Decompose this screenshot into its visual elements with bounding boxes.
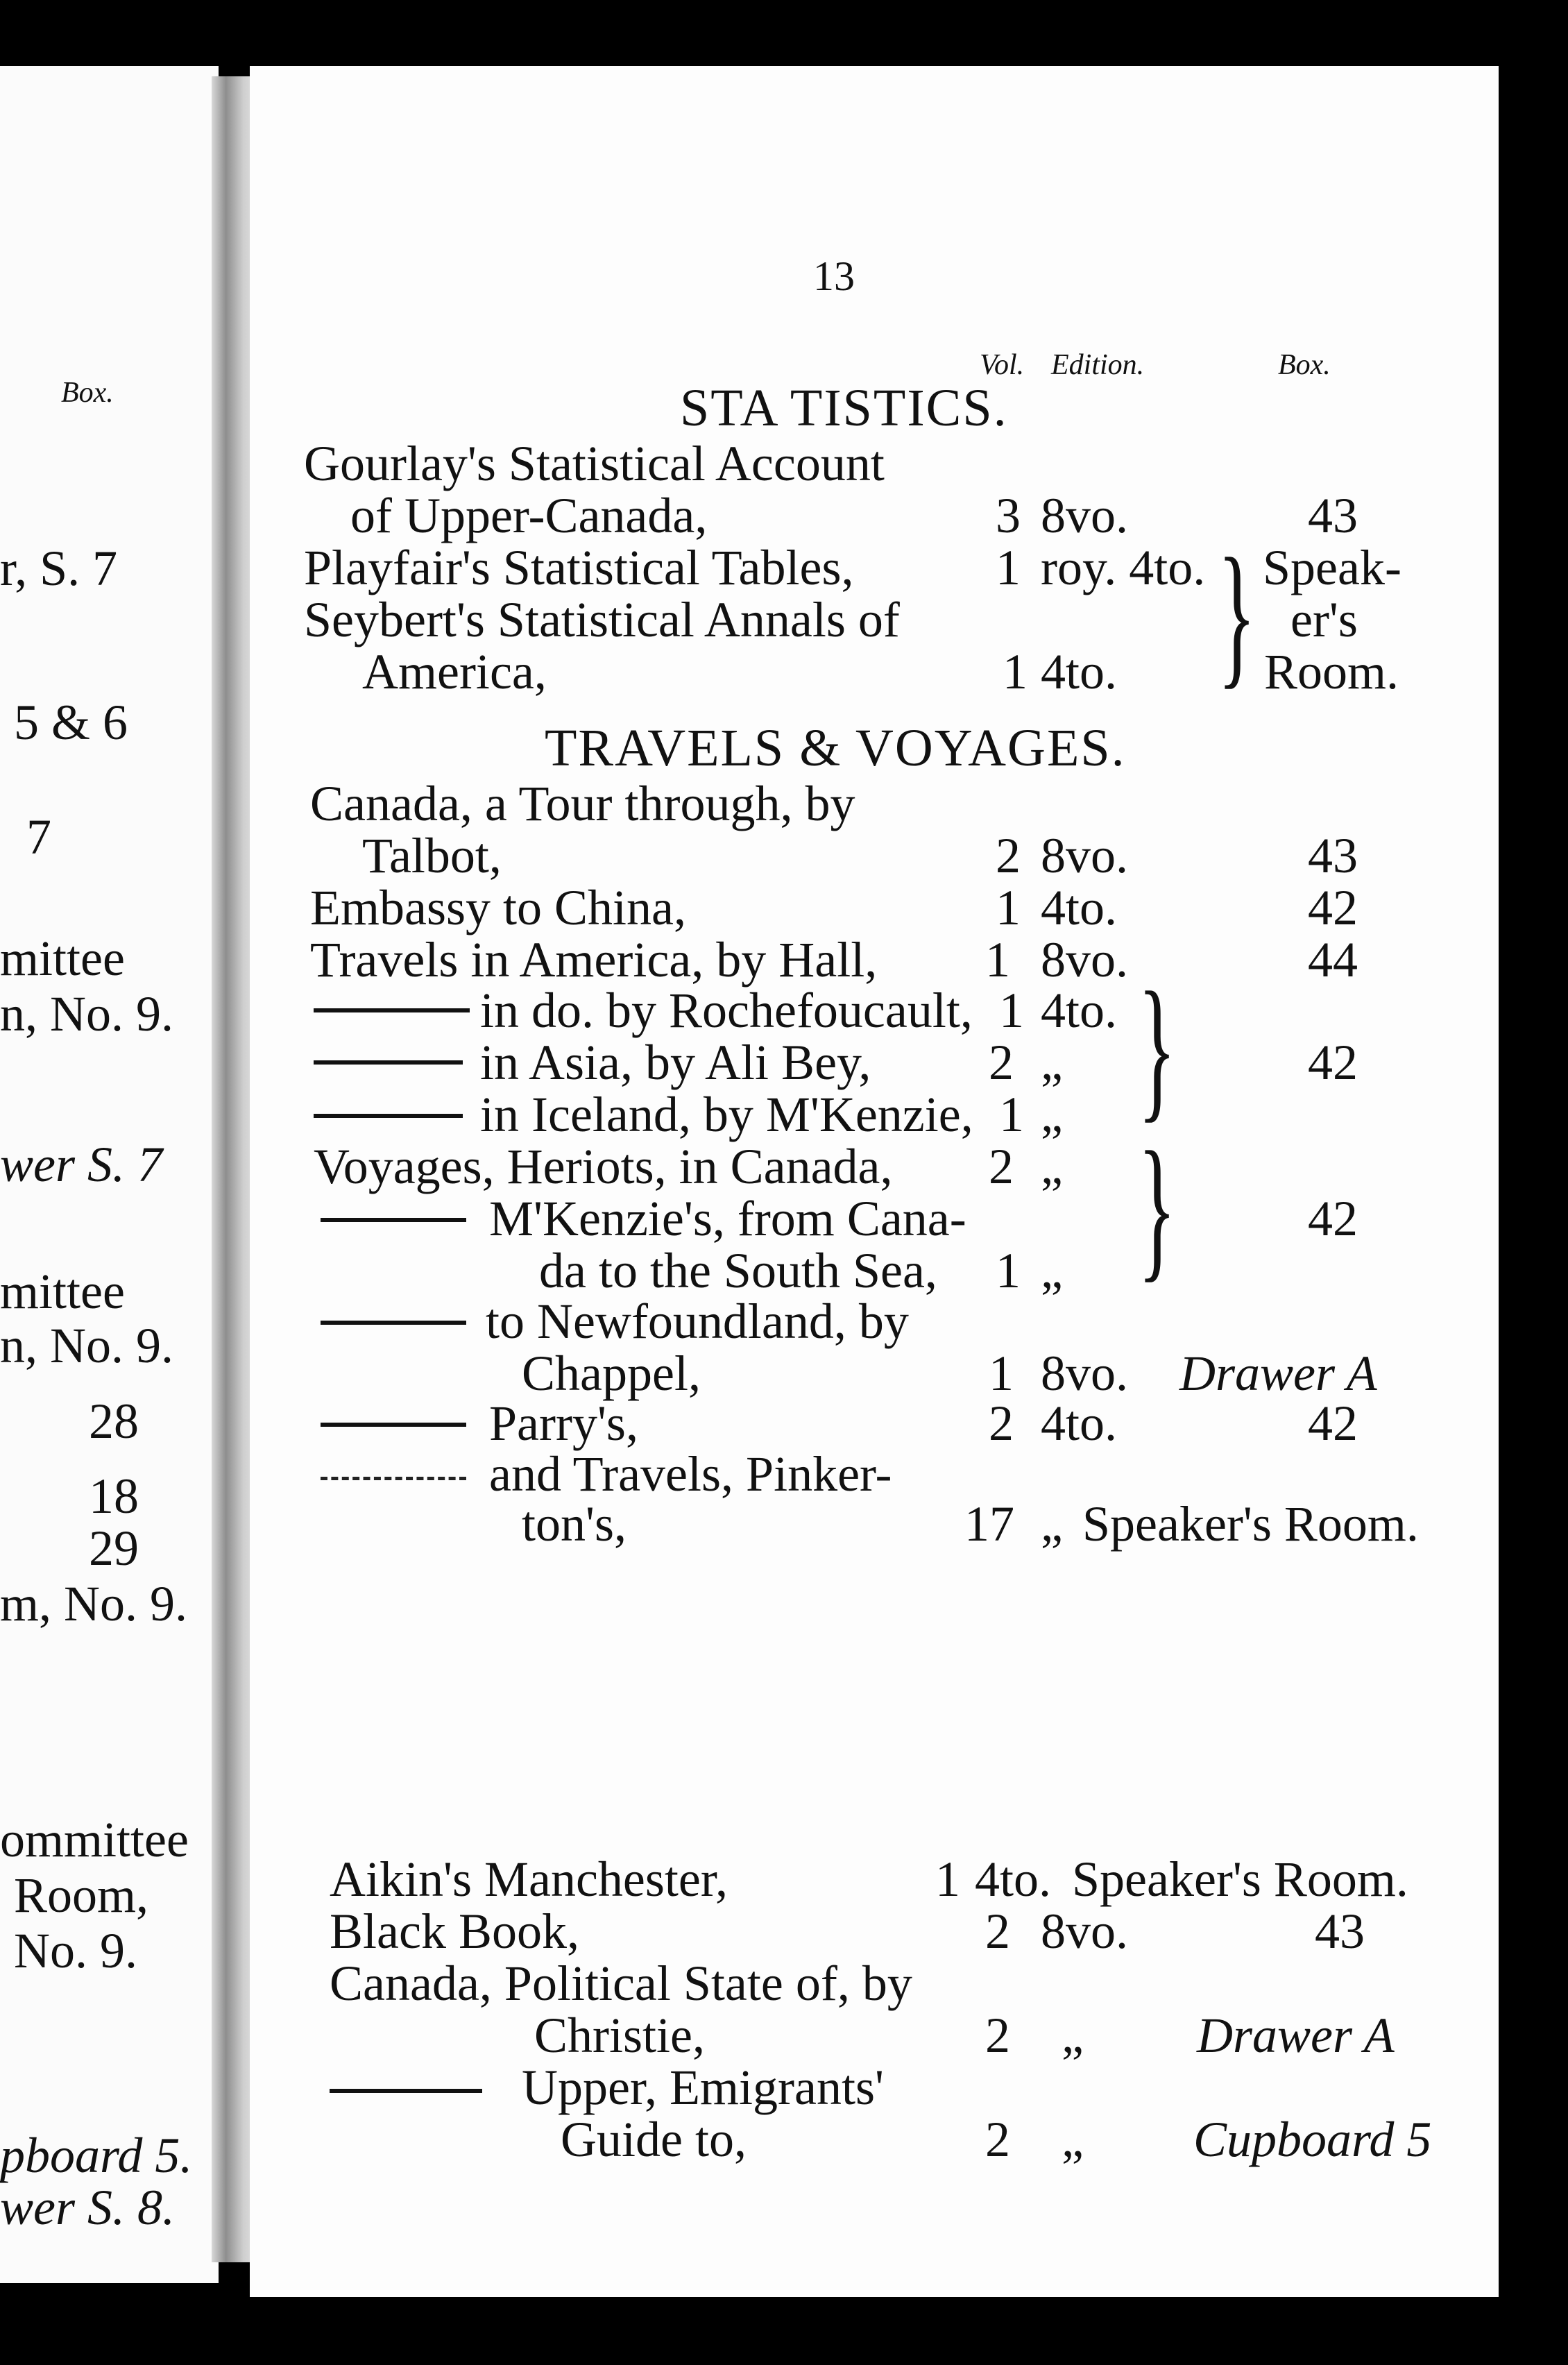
left-fragment: mittee <box>0 1264 125 1319</box>
entry-edition: 8vo. <box>1041 1346 1128 1401</box>
entry-title: Playfair's Statistical Tables, <box>304 540 854 595</box>
ditto-dash <box>321 1321 466 1325</box>
column-header-vol: Vol. <box>980 349 1025 381</box>
entry-edition: 4to. <box>975 1851 1052 1907</box>
left-fragment: wer S. 7 <box>0 1137 162 1192</box>
entry-vol: 1 <box>999 1087 1024 1142</box>
entry-vol: 1 <box>996 1243 1021 1298</box>
entry-title: in Asia, by Ali Bey, <box>480 1035 871 1090</box>
brace: } <box>1218 525 1256 702</box>
entry-vol: 2 <box>989 1035 1014 1090</box>
entry-vol: 3 <box>996 488 1021 543</box>
entry-title: Parry's, <box>489 1396 638 1451</box>
entry-title: Chappel, <box>522 1346 701 1401</box>
entry-title: Christie, <box>534 2008 705 2063</box>
left-fragment: No. 9. <box>14 1923 137 1978</box>
left-fragment: 7 <box>26 809 51 865</box>
entry-title: Voyages, Heriots, in Canada, <box>314 1139 893 1194</box>
entry-edition: „ <box>1041 1087 1063 1142</box>
entry-edition: 8vo. <box>1041 828 1128 883</box>
entry-box: 43 <box>1308 828 1358 883</box>
entry-vol: 1 <box>996 540 1021 595</box>
entry-box: 42 <box>1308 880 1358 935</box>
left-fragment: wer S. 8. <box>0 2180 175 2235</box>
entry-vol: 1 <box>1003 644 1028 700</box>
entry-edition: 4to. <box>1041 983 1118 1038</box>
page-number: 13 <box>813 253 855 299</box>
ditto-dash <box>321 1423 466 1427</box>
entry-title: Aikin's Manchester, <box>330 1851 728 1907</box>
entry-vol: 2 <box>989 1396 1014 1451</box>
left-fragment: r, S. 7 <box>0 541 118 596</box>
entry-vol: 17 <box>964 1496 1014 1552</box>
entry-title: Canada, Political State of, by <box>330 1956 912 2011</box>
entry-edition: „ <box>1041 1496 1063 1552</box>
entry-vol: 1 <box>996 880 1021 935</box>
entry-vol: 1 <box>985 932 1010 987</box>
left-fragment: 18 <box>89 1468 139 1524</box>
ditto-dash <box>321 1218 466 1222</box>
entry-title: Travels in America, by Hall, <box>310 932 878 987</box>
entry-title: of Upper-Canada, <box>350 488 708 543</box>
section-heading-travels: TRAVELS & VOYAGES. <box>545 719 1126 777</box>
brace: } <box>1138 1119 1177 1296</box>
entry-title: da to the South Sea, <box>539 1243 937 1298</box>
ditto-dash <box>314 1060 463 1065</box>
entry-title: in do. by Rochefoucault, <box>480 983 973 1038</box>
entry-box: 42 <box>1308 1191 1358 1246</box>
entry-box: 42 <box>1308 1396 1358 1451</box>
entry-edition: „ <box>1041 1139 1063 1194</box>
entry-edition: „ <box>1062 2112 1084 2167</box>
left-fragment: 28 <box>89 1393 139 1449</box>
entry-title: Seybert's Statistical Annals of <box>304 592 900 647</box>
entry-title: M'Kenzie's, from Cana- <box>489 1191 966 1246</box>
entry-title: Embassy to China, <box>310 880 686 935</box>
entry-title: and Travels, Pinker- <box>489 1446 892 1502</box>
left-fragment: m, No. 9. <box>0 1576 187 1631</box>
entry-title: ton's, <box>522 1496 627 1552</box>
ditto-dash <box>314 1114 463 1118</box>
entry-box: Room. <box>1264 644 1399 700</box>
brace: } <box>1138 959 1177 1136</box>
entry-box: Speak- <box>1263 540 1401 595</box>
entry-edition: 4to. <box>1041 880 1118 935</box>
entry-edition: 4to. <box>1041 644 1118 700</box>
entry-title: in Iceland, by M'Kenzie, <box>480 1087 973 1142</box>
left-fragment: Room, <box>14 1867 149 1923</box>
entry-title: Black Book, <box>330 1904 579 1959</box>
left-fragment: n, No. 9. <box>0 1318 173 1373</box>
entry-edition: 8vo. <box>1041 1904 1128 1959</box>
entry-edition: 8vo. <box>1041 488 1128 543</box>
section-heading-statistics: STA TISTICS. <box>680 379 1008 437</box>
entry-vol: 2 <box>996 828 1021 883</box>
column-header-edition: Edition. <box>1051 349 1145 381</box>
entry-vol: 2 <box>989 1139 1014 1194</box>
column-header-box: Box. <box>1278 349 1331 381</box>
entry-edition: „ <box>1062 2008 1084 2063</box>
entry-title: America, <box>362 644 547 700</box>
entry-box: Speaker's Room. <box>1082 1496 1419 1552</box>
entry-edition: 4to. <box>1041 1396 1118 1451</box>
entry-box: Speaker's Room. <box>1072 1851 1408 1907</box>
entry-box: 44 <box>1308 932 1358 987</box>
ditto-dash <box>314 1008 470 1012</box>
entry-box: Cupboard 5 <box>1193 2112 1432 2167</box>
left-box-header: Box. <box>61 377 114 409</box>
entry-title: to Newfoundland, by <box>486 1294 909 1349</box>
entry-vol: 2 <box>985 1904 1010 1959</box>
ditto-dash <box>330 2089 482 2093</box>
entry-edition: 8vo. <box>1041 932 1128 987</box>
entry-box: er's <box>1290 592 1358 647</box>
entry-title: Canada, a Tour through, by <box>310 776 855 831</box>
entry-vol: 1 <box>989 1346 1014 1401</box>
entry-box: 43 <box>1308 488 1358 543</box>
entry-vol: 2 <box>985 2008 1010 2063</box>
entry-edition: „ <box>1041 1035 1063 1090</box>
left-fragment: 5 & 6 <box>14 695 128 750</box>
entry-box: 43 <box>1315 1904 1365 1959</box>
entry-box: 42 <box>1308 1035 1358 1090</box>
left-fragment: ommittee <box>0 1812 189 1867</box>
left-page <box>0 66 219 2283</box>
left-fragment: pboard 5. <box>0 2128 193 2183</box>
left-fragment: 29 <box>89 1520 139 1576</box>
entry-box: Drawer A <box>1197 2008 1395 2063</box>
entry-title: Upper, Emigrants' <box>522 2060 884 2115</box>
entry-vol: 2 <box>985 2112 1010 2167</box>
entry-vol: 1 <box>999 983 1024 1038</box>
entry-box: Drawer A <box>1179 1346 1377 1401</box>
entry-title: Guide to, <box>561 2112 747 2167</box>
left-fragment: mittee <box>0 931 125 986</box>
entry-vol: 1 <box>935 1851 960 1907</box>
entry-edition: „ <box>1041 1243 1063 1298</box>
entry-title: Gourlay's Statistical Account <box>304 436 885 491</box>
entry-edition: roy. 4to. <box>1041 540 1206 595</box>
entry-title: Talbot, <box>362 828 502 883</box>
left-fragment: n, No. 9. <box>0 986 173 1042</box>
ditto-dash <box>321 1477 466 1480</box>
